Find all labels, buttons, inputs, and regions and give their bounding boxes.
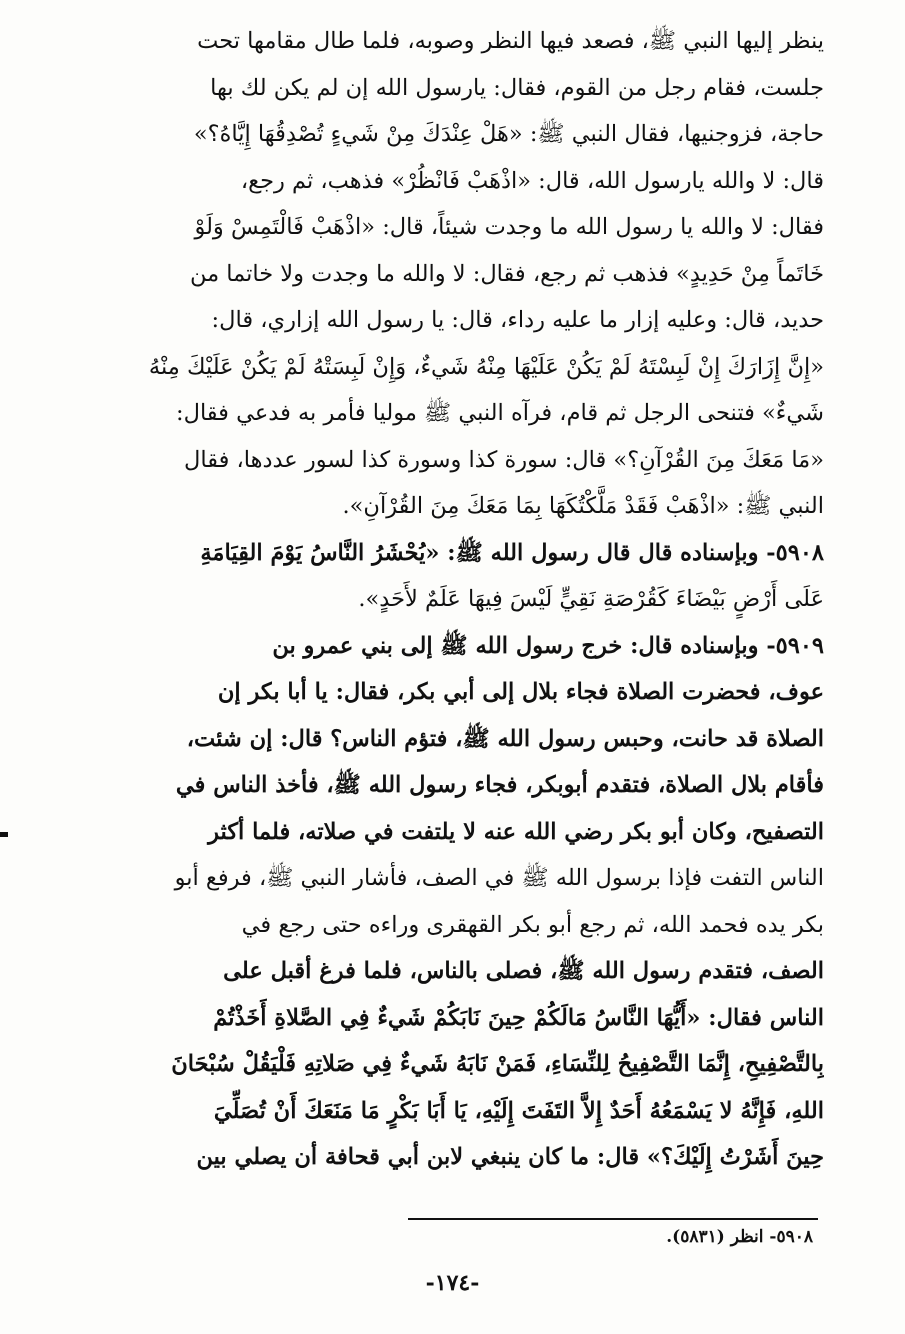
text-line: قال: لا والله يارسول الله، قال: «اذْهَبْ فَانْظُرْ» فذهب، ثم رجع، bbox=[240, 167, 824, 194]
text-line: ينظر إليها النبي ﷺ، فصعد فيها النظر وصوبه، فلما طال مقامها تحت bbox=[197, 28, 824, 54]
text-line: شَيءٌ» فتنحى الرجل ثم قام، فرآه النبي ﷺ موليا فأمر به فدعي فقال: bbox=[176, 400, 824, 426]
text-line: جلست، فقام رجل من القوم، فقال: يارسول الله إن لم يكن لك بها bbox=[210, 74, 824, 101]
margin-mark bbox=[0, 832, 8, 837]
text-line: حِينَ أَشَرْتُ إِلَيْكَ؟» قال: ما كان ينبغي لابن أبي قحافة أن يصلي بين bbox=[196, 1144, 824, 1170]
text-line: بِالتَّصْفِيحِ، إِنَّمَا التَّصْفِيحُ لِلنِّسَاءِ، فَمَنْ نَابَهُ شَيءٌ فِي صَلاتِهِ فَلْيَقُلْ سُبْحَانَ bbox=[171, 1051, 824, 1077]
page-number: -١٧٤- bbox=[425, 1270, 480, 1296]
text-line: فأقام بلال الصلاة، فتقدم أبوبكر، فجاء رسول الله ﷺ، فأخذ الناس في bbox=[175, 772, 824, 798]
footnote: ٥٩٠٨- انظر (٥٨٣١). bbox=[666, 1227, 813, 1247]
text-line: «مَا مَعَكَ مِنَ القُرْآنِ؟» قال: سورة كذا وسورة كذا لسور عددها، فقال bbox=[184, 446, 824, 473]
text-line: الصف، فتقدم رسول الله ﷺ، فصلى بالناس، فلما فرغ أقبل على bbox=[223, 958, 824, 984]
text-line: حاجة، فزوجنيها، فقال النبي ﷺ: «هَلْ عِنْدَكَ مِنْ شَيءٍ تُصْدِقُهَا إِيَّاهُ؟» bbox=[193, 121, 824, 147]
text-line: «إِنَّ إِزَارَكَ إِنْ لَبِسْتَهُ لَمْ يَكُنْ عَلَيْهَا مِنْهُ شَيءٌ، وَإِنْ لَبِسَتْهُ لَمْ يَكُنْ عَلَيْكَ مِنْهُ bbox=[148, 353, 824, 380]
text-line: النبي ﷺ: «اذْهَبْ فَقَدْ مَلَّكْتُكَهَا بِمَا مَعَكَ مِنَ القُرْآنِ». bbox=[342, 493, 824, 519]
text-line: خَاتَماً مِنْ حَدِيدٍ» فذهب ثم رجع، فقال: لا والله ما وجدت ولا خاتما من bbox=[189, 260, 824, 287]
text-line: الناس فقال: «أَيُّهَا النَّاسُ مَالَكُمْ حِينَ نَابَكُمْ شَيءٌ فِي الصَّلاةِ أَخَذْتُمْ bbox=[213, 1004, 824, 1031]
main-text-block bbox=[108, 18, 824, 1181]
text-line: اللهِ، فَإِنَّهُ لا يَسْمَعُهُ أَحَدٌ إِلاَّ التَفَتَ إِلَيْهِ، يَا أَبَا بَكْرٍ مَا مَنَعَكَ أَنْ تُصَلِّيَ bbox=[213, 1097, 824, 1124]
text-line: فقال: لا والله يا رسول الله ما وجدت شيئاً، قال: «اذْهَبْ فَالْتَمِسْ وَلَوْ bbox=[194, 214, 824, 240]
text-line: الصلاة قد حانت، وحبس رسول الله ﷺ، فتؤم الناس؟ قال: إن شئت، bbox=[186, 725, 824, 752]
footnote-separator-rule bbox=[408, 1218, 818, 1220]
text-line: بكر يده فحمد الله، ثم رجع أبو بكر القهقرى وراءه حتى رجع في bbox=[241, 911, 824, 938]
text-line: التصفيح، وكان أبو بكر رضي الله عنه لا يلتفت في صلاته، فلما أكثر bbox=[208, 818, 824, 845]
hadith-5908-heading-line: ٥٩٠٨- وبإسناده قال قال رسول الله ﷺ: «يُحْشَرُ النَّاسُ يَوْمَ القِيَامَةِ bbox=[200, 539, 824, 566]
text-line: الناس التفت فإذا برسول الله ﷺ في الصف، فأشار النبي ﷺ، فرفع أبو bbox=[174, 865, 824, 891]
text-line: عَلَى أَرْضٍ بَيْضَاءَ كَقُرْصَةِ نَقِيٍّ لَيْسَ فِيهَا عَلَمٌ لأَحَدٍ». bbox=[358, 586, 824, 612]
text-line: حديد، قال: وعليه إزار ما عليه رداء، قال: يا رسول الله إزاري، قال: bbox=[211, 307, 824, 333]
text-line: عوف، فحضرت الصلاة فجاء بلال إلى أبي بكر، فقال: يا أبا بكر إن bbox=[217, 679, 824, 705]
hadith-5909-heading-line: ٥٩٠٩- وبإسناده قال: خرج رسول الله ﷺ إلى بني عمرو بن bbox=[272, 632, 824, 659]
